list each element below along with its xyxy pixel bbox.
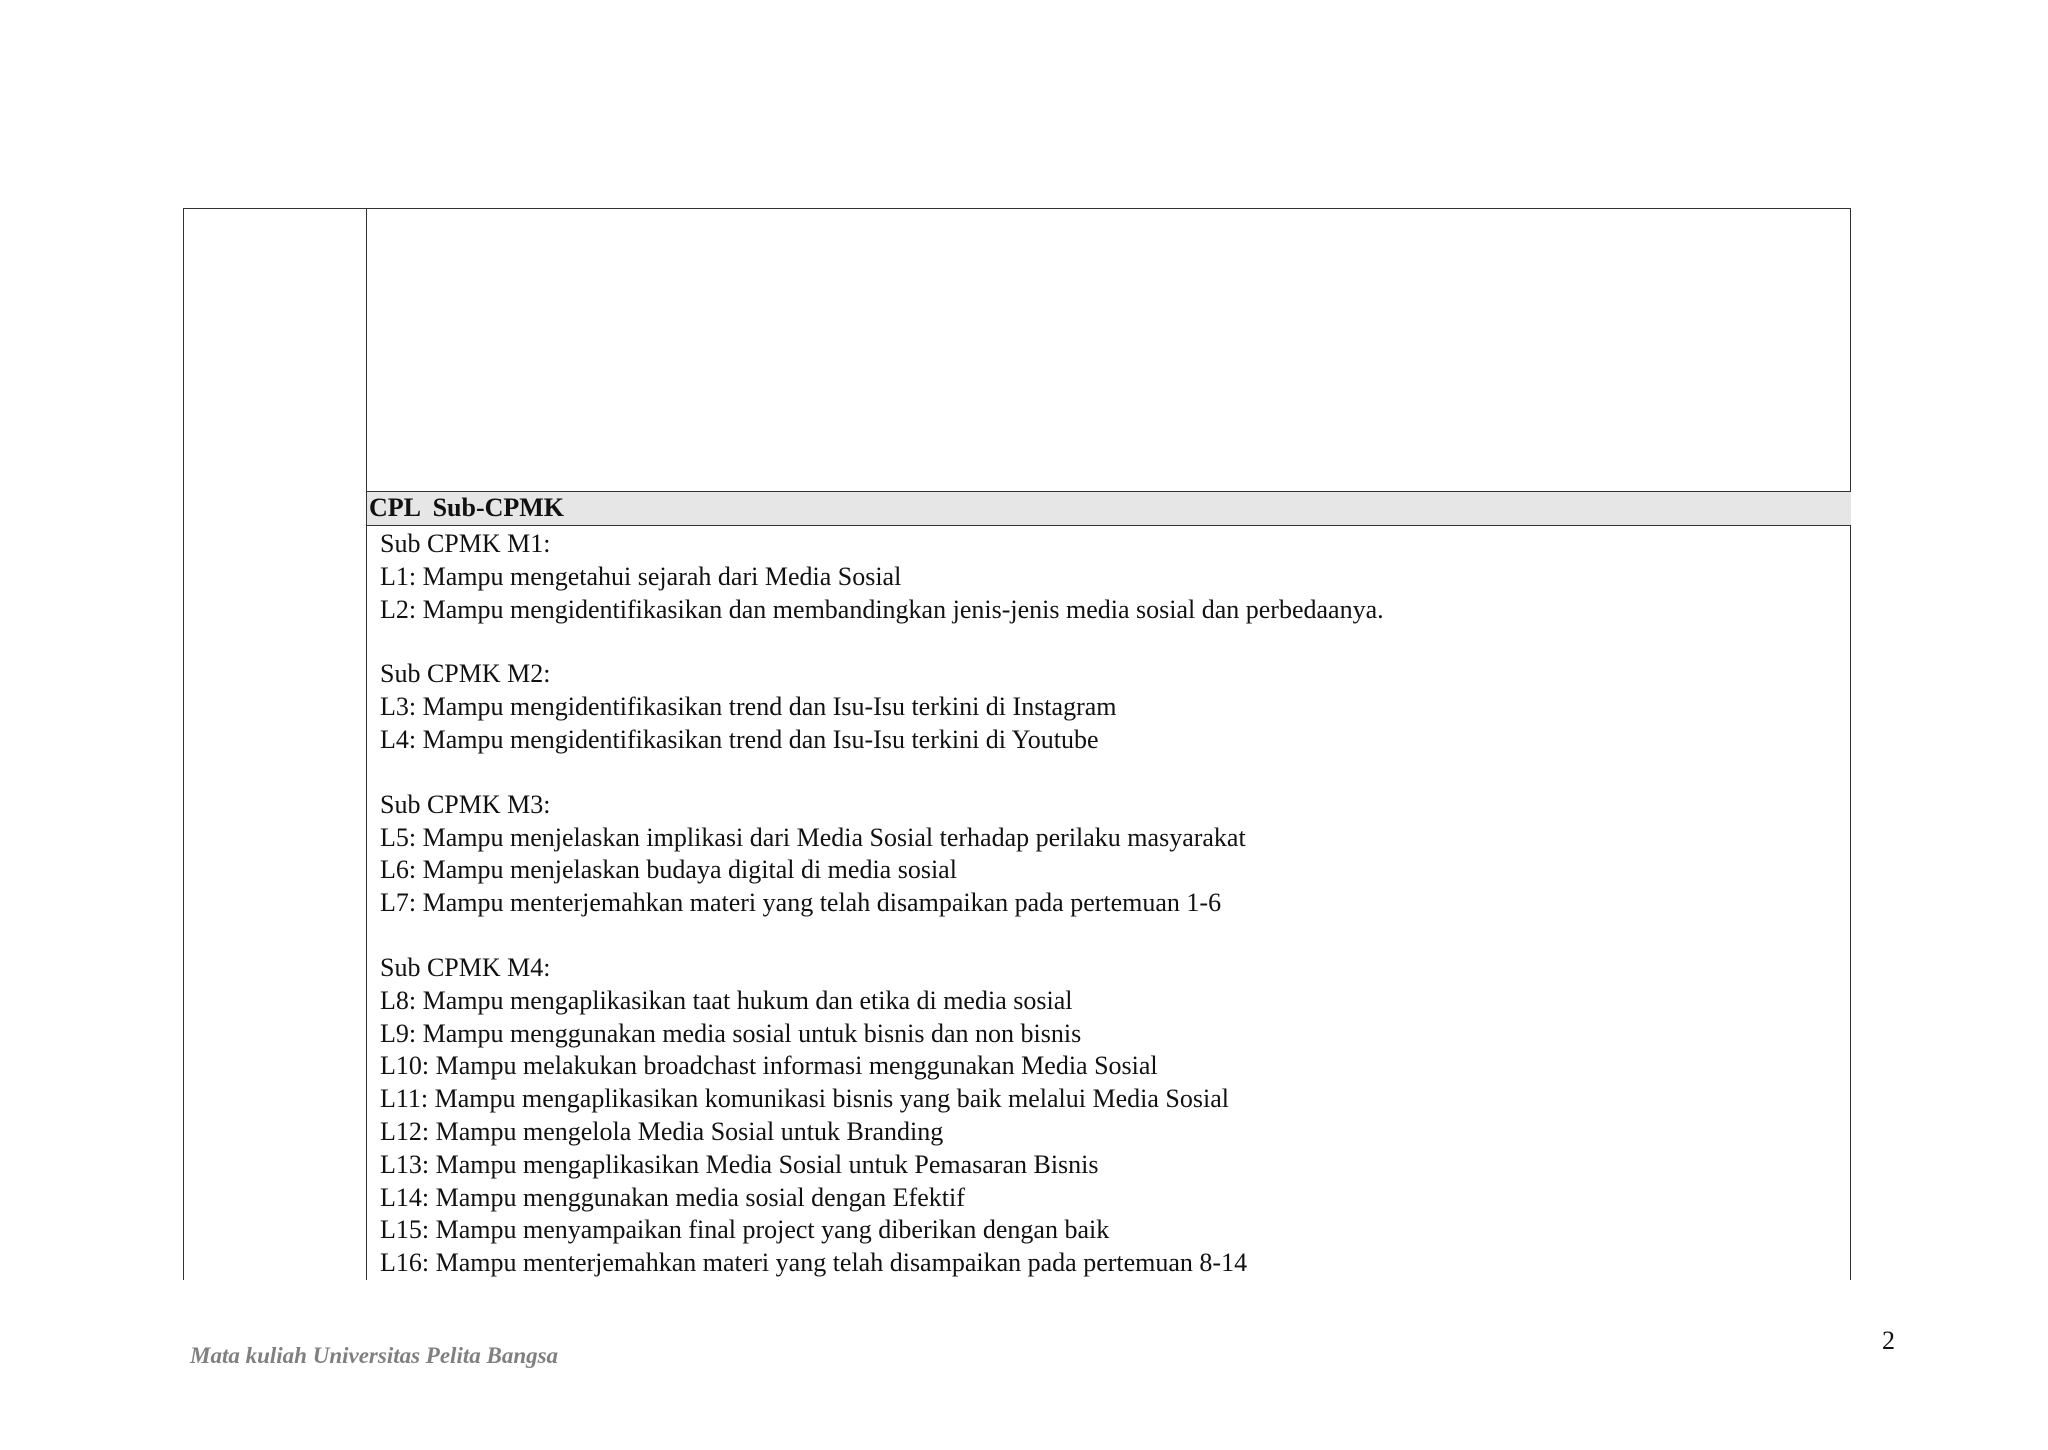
- list-item: L13: Mampu mengaplikasikan Media Sosial untuk Pemasaran Bisnis: [380, 1149, 1099, 1179]
- list-item: L8: Mampu mengaplikasikan taat hukum dan etika di media sosial: [380, 985, 1073, 1015]
- list-item: L10: Mampu melakukan broadchast informasi menggunakan Media Sosial: [380, 1051, 1158, 1081]
- sub-cpmk-group-m1: [380, 528, 1840, 626]
- sub-cpmk-group-m2: [380, 658, 1840, 756]
- list-item: L11: Mampu mengaplikasikan komunikasi bisnis yang baik melalui Media Sosial: [380, 1084, 1229, 1114]
- list-item: L4: Mampu mengidentifikasikan trend dan Isu-Isu terkini di Youtube: [380, 724, 1099, 754]
- sub-cpmk-group-m4: [380, 952, 1840, 1280]
- group-title: Sub CPMK M2:: [380, 659, 551, 689]
- footer-text: Mata kuliah Universitas Pelita Bangsa: [190, 1343, 559, 1368]
- group-title: Sub CPMK M1:: [380, 529, 551, 558]
- table-header-cpl-sub-cpmk: CPL Sub-CPMK: [367, 491, 1851, 526]
- sub-cpmk-group-m3: [380, 789, 1840, 920]
- list-item: L6: Mampu menjelaskan budaya digital di media sosial: [380, 855, 957, 885]
- list-item: L14: Mampu menggunakan media sosial dengan Efektif: [380, 1182, 965, 1212]
- column-divider: [366, 209, 367, 1280]
- list-item: L1: Mampu mengetahui sejarah dari Media Sosial: [380, 561, 902, 591]
- list-item: L16: Mampu menterjemahkan materi yang telah disampaikan pada pertemuan 8-14: [380, 1248, 1248, 1278]
- list-item: L15: Mampu menyampaikan final project yang diberikan dengan baik: [380, 1215, 1110, 1245]
- list-item: L12: Mampu mengelola Media Sosial untuk Branding: [380, 1116, 944, 1146]
- list-item: L7: Mampu menterjemahkan materi yang telah disampaikan pada pertemuan 1-6: [380, 888, 1222, 918]
- group-title: Sub CPMK M4:: [380, 952, 551, 982]
- sub-cpmk-content: [380, 528, 1840, 1312]
- list-item: L5: Mampu menjelaskan implikasi dari Media Sosial terhadap perilaku masyarakat: [380, 822, 1246, 852]
- list-item: L2: Mampu mengidentifikasikan dan membandingkan jenis-jenis media sosial dan perbedaanya.: [380, 594, 1384, 624]
- list-item: L3: Mampu mengidentifikasikan trend dan Isu-Isu terkini di Instagram: [380, 692, 1117, 722]
- course-table: [183, 208, 1851, 1280]
- list-item: L9: Mampu menggunakan media sosial untuk bisnis dan non bisnis: [380, 1018, 1082, 1048]
- group-title: Sub CPMK M3:: [380, 789, 551, 819]
- page-number: 2: [1882, 1326, 1895, 1355]
